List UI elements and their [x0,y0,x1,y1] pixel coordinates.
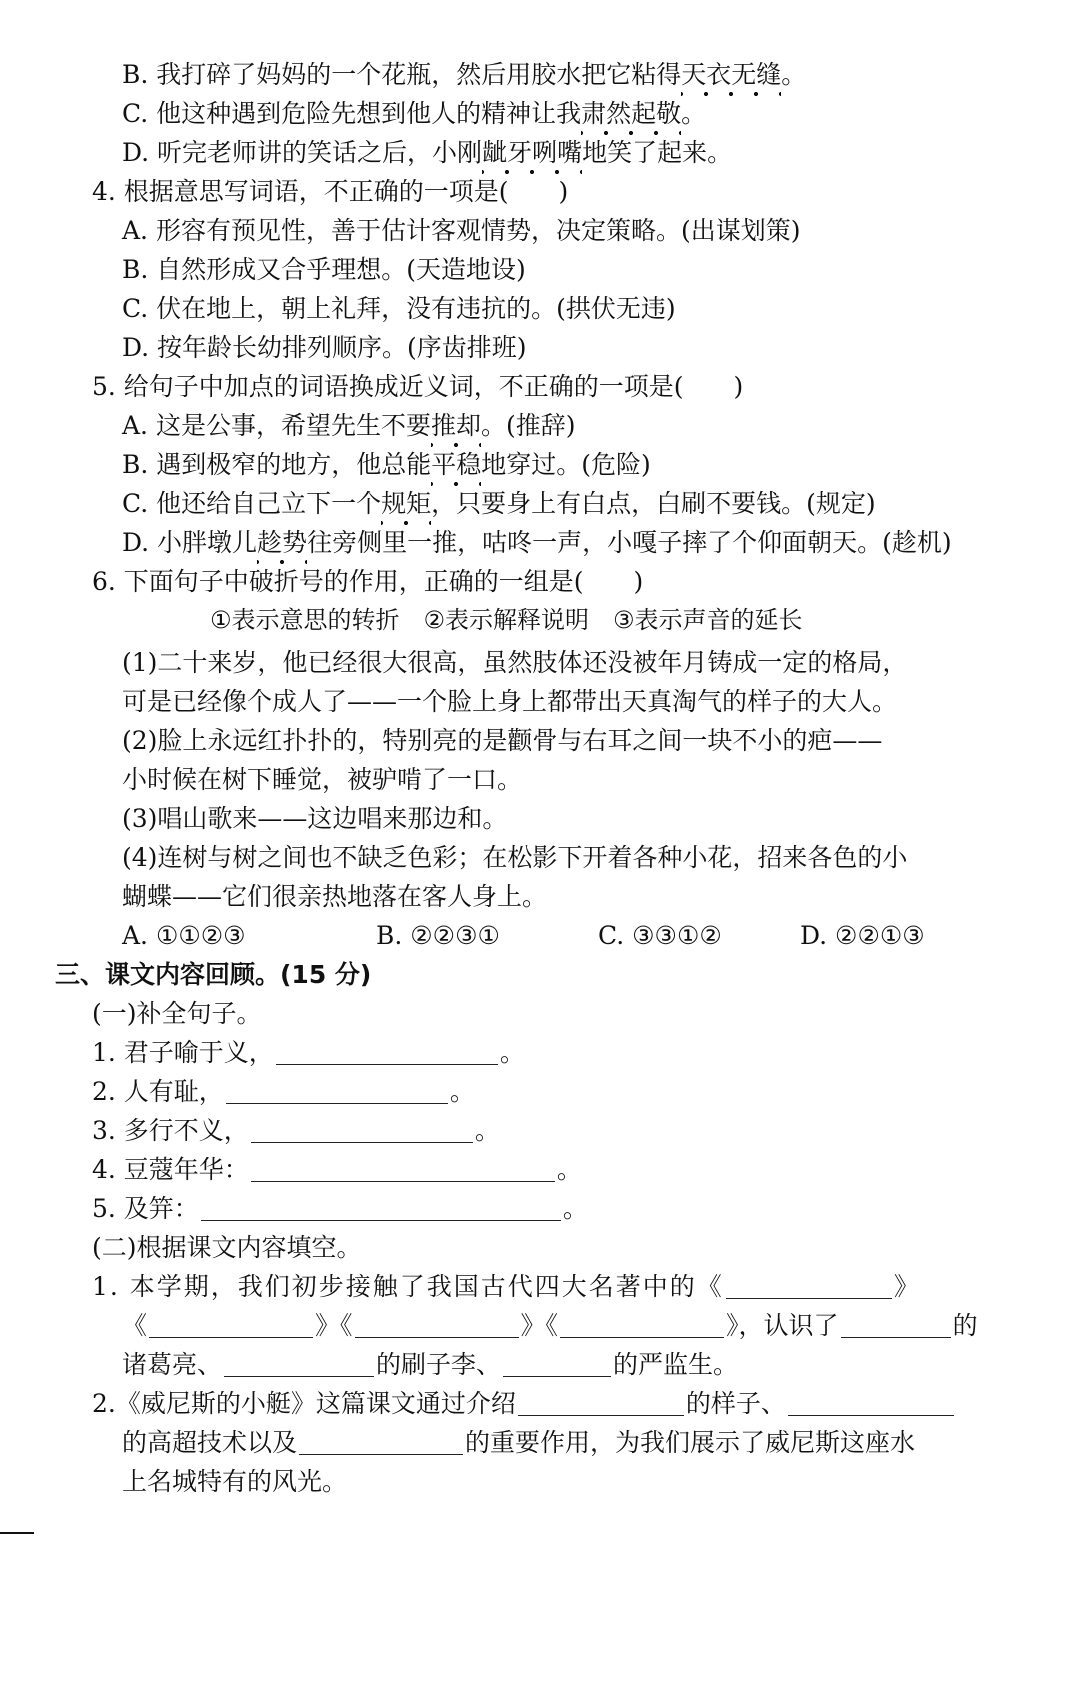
q4-option-d: D. 按年龄长幼排列顺序。(序齿排班) [122,333,527,362]
fill-2 [92,1079,475,1104]
q5-stem: 5. 给句子中加点的词语换成近义词，不正确的一项是( ) [92,372,744,401]
q6-option-a: A. ①①②③ [122,921,246,950]
q4-option-b: B. 自然形成又合乎理想。(天造地设) [122,255,526,284]
section3-part2-heading: (二)根据课文内容填空。 [92,1233,362,1262]
q5-c-text: C. 他还给自己立下一个 [122,489,382,518]
fill-1-blank[interactable] [276,1042,498,1065]
para1-line3-shuazili: 的刷子李、 [376,1350,502,1379]
fill-2-blank[interactable] [226,1081,448,1104]
q3-d-end: 地笑了起来。 [582,138,733,167]
q5-b-end: 地穿过。(危险) [481,450,651,479]
venice-blank-1[interactable] [518,1393,684,1416]
fill-1-prompt: 1. 君子喻于义， [92,1038,274,1067]
q6-stem: 6. 下面句子中破折号的作用，正确的一组是( ) [92,567,644,596]
q3-c-dotted-word: 肃然起敬 [581,99,682,128]
q5-d-dotted-word: 趁势 [257,528,308,557]
para1-line1 [92,1274,921,1299]
q3-d-dotted-word: 龇牙咧嘴 [482,138,583,167]
q5-a-text: A. 这是公事，希望先生不要 [122,411,431,440]
q4-stem: 4. 根据意思写词语，不正确的一项是( ) [92,177,569,206]
q6-sentence-4b: 蝴蝶——它们很亲热地落在客人身上。 [122,882,548,911]
q3-option-c [122,101,706,126]
para1-line3 [122,1352,738,1377]
q3-d-text: D. 听完老师讲的笑话之后，小刚 [122,138,483,167]
para2-line1-text: 2.《威尼斯的小艇》这篇课文通过介绍 [92,1389,516,1418]
q5-a-end: 。(推辞) [480,411,576,440]
q4-option-a: A. 形容有预见性，善于估计客观情势，决定策略。(出谋划策) [122,216,801,245]
fill-4-blank[interactable] [251,1159,555,1182]
fill-5-prompt: 5. 及笄： [92,1194,199,1223]
section3-title: 三、课文内容回顾。(15 分) [55,960,372,989]
novel-blank-4[interactable] [560,1315,724,1338]
q5-option-d [122,530,952,555]
para1-line2 [122,1313,978,1338]
fill-5-period: 。 [562,1194,588,1223]
para1-de: 的 [952,1311,978,1340]
q3-option-b [122,62,806,87]
q3-option-d [122,140,732,165]
q5-b-dotted-word: 平稳 [431,450,482,479]
para2-line3: 上名城特有的风光。 [122,1467,348,1496]
venice-blank-3[interactable] [299,1432,463,1455]
novel-blank-2[interactable] [149,1315,313,1338]
fill-2-period: 。 [449,1077,475,1106]
fill-4-prompt: 4. 豆蔻年华： [92,1155,249,1184]
venice-blank-2[interactable] [788,1393,954,1416]
fill-1 [92,1040,525,1065]
q6-sentence-4a: (4)连树与树之间也不缺乏色彩；在松影下开着各种小花，招来各色的小 [122,843,908,872]
fill-3-blank[interactable] [251,1120,473,1143]
q5-option-b [122,452,651,477]
q6-sentence-2b: 小时候在树下睡觉，被驴啃了一口。 [122,765,523,794]
fill-5-blank[interactable] [201,1198,561,1221]
q6-sentence-1b: 可是已经像个成人了——一个脸上身上都带出天真淘气的样子的大人。 [122,687,898,716]
para2-line1-yangzi: 的样子、 [685,1389,786,1418]
q5-c-dotted-word: 规矩 [381,489,432,518]
para1-line3-yanjiansheng: 的严监生。 [613,1350,739,1379]
character-blank-3[interactable] [503,1354,611,1377]
q4-option-c: C. 伏在地上，朝上礼拜，没有违抗的。(拱伏无违) [122,294,676,323]
para2-line2-text: 的高超技术以及 [122,1428,298,1457]
q6-option-d: D. ②②①③ [800,921,925,950]
para1-line2-end: 》，认识了 [726,1311,839,1340]
fill-3 [92,1118,500,1143]
novel-blank-3[interactable] [355,1315,519,1338]
fill-4 [92,1157,582,1182]
page-footer-rule [0,1532,34,1534]
character-blank-2[interactable] [224,1354,374,1377]
q5-option-a [122,413,575,438]
fill-1-period: 。 [499,1038,525,1067]
q5-b-text: B. 遇到极窄的地方，他总能 [122,450,432,479]
novel-blank-1[interactable] [726,1276,892,1299]
q5-d-text: D. 小胖墩儿 [122,528,258,557]
q6-sentence-3: (3)唱山歌来——这边唱来那边和。 [122,804,508,833]
para1-mid-bracket-1: 》《 [315,1311,353,1340]
q6-option-b: B. ②②③① [376,921,500,950]
para1-open-bracket: 《 [122,1311,148,1340]
q3-b-text: B. 我打碎了妈妈的一个花瓶，然后用胶水把它粘得 [122,60,682,89]
q6-sentence-2a: (2)脸上永远红扑扑的，特别亮的是颧骨与右耳之间一块不小的疤—— [122,726,883,755]
para1-line3-zhuge: 诸葛亮、 [122,1350,223,1379]
q5-c-end: ，只要身上有白点，白刷不要钱。(规定) [431,489,876,518]
q5-a-dotted-word: 推却 [430,411,481,440]
fill-4-period: 。 [556,1155,582,1184]
character-blank-1[interactable] [841,1315,951,1338]
q6-option-c: C. ③③①② [598,921,722,950]
q3-c-end: 。 [681,99,707,128]
fill-3-prompt: 3. 多行不义， [92,1116,249,1145]
q5-d-end: 往旁侧里一推，咕咚一声，小嘎子摔了个仰面朝天。(趁机) [307,528,952,557]
q6-legend: ①表示意思的转折 ②表示解释说明 ③表示声音的延长 [210,606,803,634]
para1-close-bracket-1: 》 [893,1272,921,1301]
section3-part1-heading: (一)补全句子。 [92,999,262,1028]
fill-2-prompt: 2. 人有耻， [92,1077,224,1106]
fill-5 [92,1196,588,1221]
q3-c-text: C. 他这种遇到危险先想到他人的精神让我 [122,99,582,128]
q3-b-dotted-word: 天衣无缝 [681,60,782,89]
q3-b-end: 。 [781,60,807,89]
para1-line1-text: 1. 本学期，我们初步接触了我国古代四大名著中的《 [92,1272,724,1301]
para2-line2 [122,1430,915,1455]
para2-line2-end: 的重要作用，为我们展示了威尼斯这座水 [465,1428,916,1457]
fill-3-period: 。 [474,1116,500,1145]
para1-mid-bracket-2: 》《 [520,1311,559,1340]
q6-sentence-1a: (1)二十来岁，他已经很大很高，虽然肢体还没被年月铸成一定的格局， [122,648,908,677]
q5-option-c [122,491,876,516]
para2-line1 [92,1391,956,1416]
